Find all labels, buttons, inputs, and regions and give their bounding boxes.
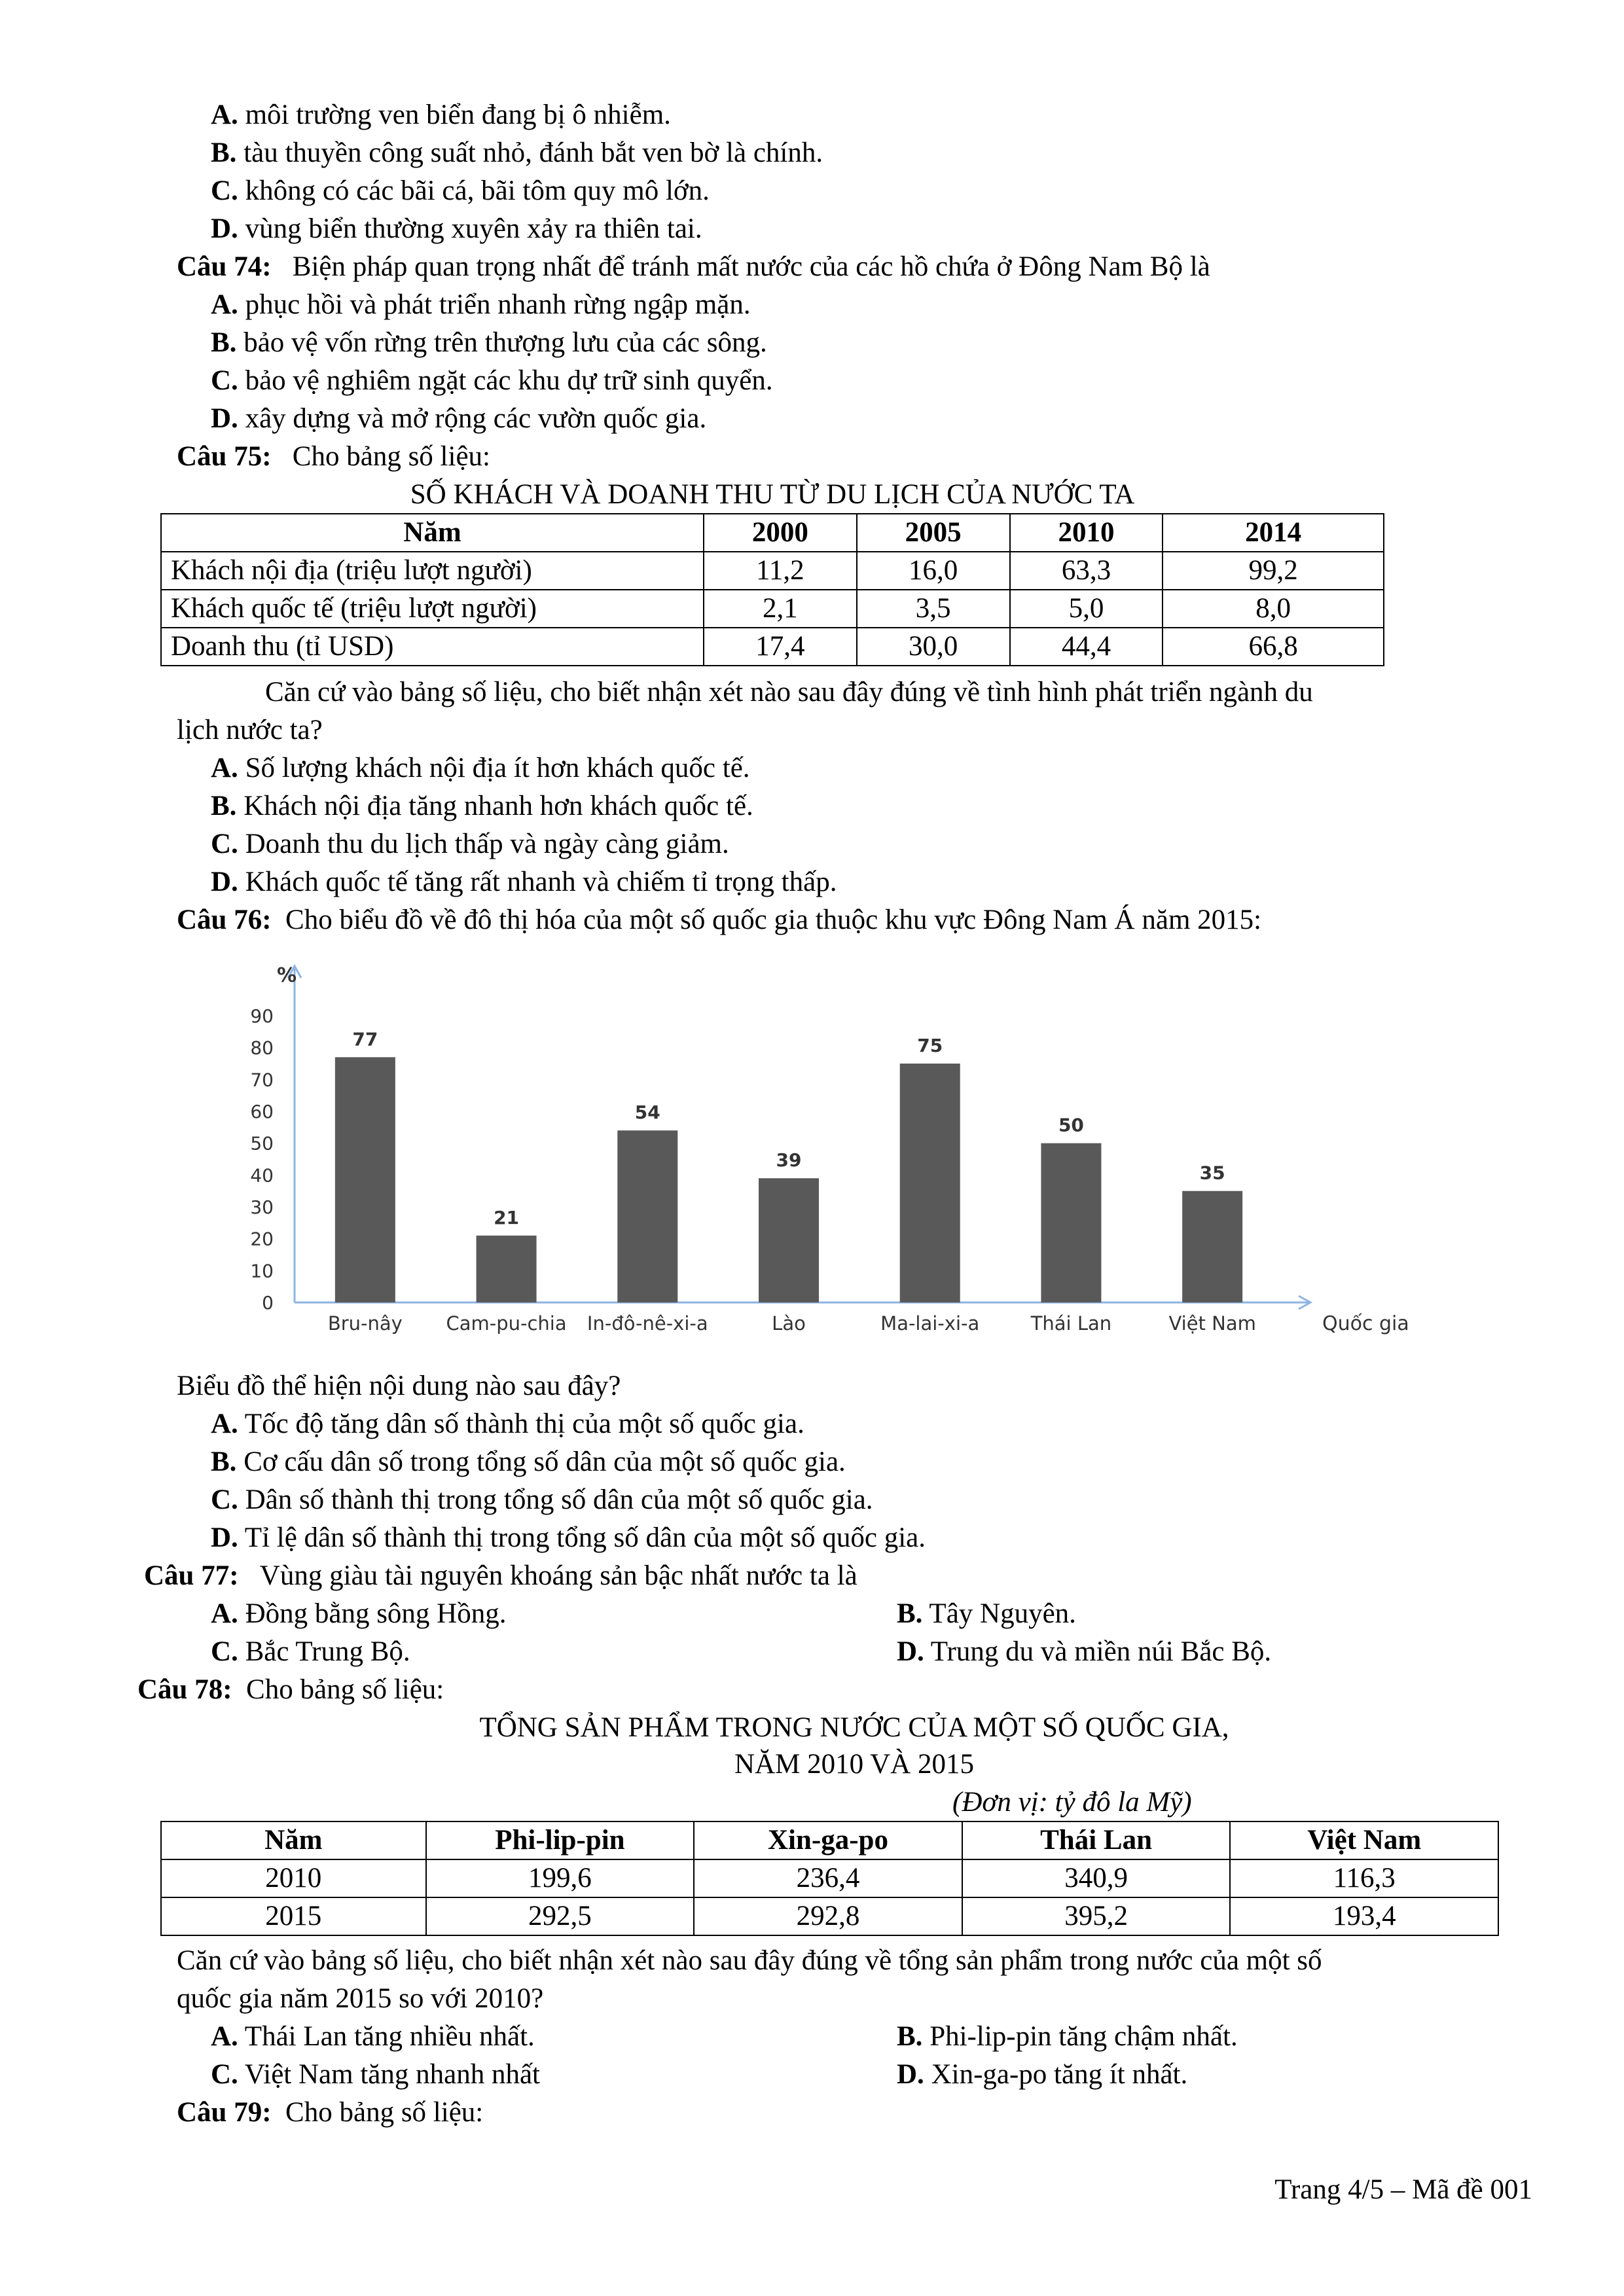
q78-header-cell: Năm xyxy=(161,1821,426,1859)
q75-option-a: A. Số lượng khách nội địa ít hơn khách quốc tế. xyxy=(211,753,750,783)
table-cell: Doanh thu (tỉ USD) xyxy=(161,628,704,666)
x-tick-label: Bru-nây xyxy=(327,1312,403,1335)
q75-stem: Câu 75: Cho bảng số liệu: xyxy=(177,441,490,472)
table-cell: 395,2 xyxy=(962,1897,1231,1935)
q74-stem: Câu 74: Biện pháp quan trọng nhất để tránh mất nước của các hồ chứa ở Đông Nam Bộ là xyxy=(177,251,1210,282)
y-tick-label: 60 xyxy=(250,1101,274,1122)
q78-header-cell: Việt Nam xyxy=(1230,1821,1498,1859)
table-cell: 2,1 xyxy=(704,590,857,628)
q78-table-title-2: NĂM 2010 VÀ 2015 xyxy=(734,1749,974,1780)
q78-table-title-1: TỔNG SẢN PHẨM TRONG NƯỚC CỦA MỘT SỐ QUỐC GIA, xyxy=(479,1712,1229,1743)
table-cell: 193,4 xyxy=(1230,1897,1498,1935)
table-cell: 3,5 xyxy=(857,590,1010,628)
q74-option-c: C. bảo vệ nghiêm ngặt các khu dự trữ sinh quyển. xyxy=(211,365,773,396)
bar xyxy=(335,1057,395,1302)
y-tick-label: 10 xyxy=(250,1260,274,1282)
table-cell: 8,0 xyxy=(1163,590,1384,628)
q75-option-b: B. Khách nội địa tăng nhanh hơn khách quốc tế. xyxy=(211,791,753,821)
table-cell: 63,3 xyxy=(1010,552,1163,590)
table-row xyxy=(161,552,1384,590)
q78-stem: Câu 78: Cho bảng số liệu: xyxy=(137,1674,444,1705)
y-tick-label: 30 xyxy=(250,1196,274,1218)
q75-prompt-line1: Căn cứ vào bảng số liệu, cho biết nhận xét nào sau đây đúng về tình hình phát triển ngành du xyxy=(265,677,1313,708)
q78-table-header-row xyxy=(161,1821,1498,1859)
q73-option-b: B. tàu thuyền công suất nhỏ, đánh bắt ven bờ là chính. xyxy=(211,137,823,168)
table-row xyxy=(161,1897,1498,1935)
table-cell: 66,8 xyxy=(1163,628,1384,666)
table-cell: 292,8 xyxy=(694,1897,962,1935)
x-tick-label: Lào xyxy=(772,1312,806,1335)
bar xyxy=(1182,1191,1242,1302)
q76-option-c: C. Dân số thành thị trong tổng số dân của một số quốc gia. xyxy=(211,1484,873,1515)
q78-option-b: B. Phi-lip-pin tăng chậm nhất. xyxy=(897,2021,1238,2052)
bar-data-label: 39 xyxy=(776,1149,802,1172)
q79-stem: Câu 79: Cho bảng số liệu: xyxy=(177,2097,484,2128)
q75-table-header-row xyxy=(161,514,1384,552)
bar xyxy=(477,1236,537,1302)
x-axis-label: Quốc gia xyxy=(1322,1312,1409,1335)
y-axis-label: % xyxy=(276,964,297,987)
bar-data-label: 75 xyxy=(917,1035,943,1056)
q76-prompt: Biểu đồ thể hiện nội dung nào sau đây? xyxy=(177,1371,621,1401)
y-tick-label: 50 xyxy=(250,1132,274,1155)
q78-unit: (Đơn vị: tỷ đô la Mỹ) xyxy=(952,1787,1192,1818)
table-cell: 5,0 xyxy=(1010,590,1163,628)
table-row xyxy=(161,628,1384,666)
q78-header-cell: Thái Lan xyxy=(962,1821,1231,1859)
x-tick-label: Thái Lan xyxy=(1030,1312,1112,1335)
table-cell: 16,0 xyxy=(857,552,1010,590)
x-tick-label: Cam-pu-chia xyxy=(446,1312,567,1335)
q75-option-c: C. Doanh thu du lịch thấp và ngày càng giảm. xyxy=(211,829,729,859)
q76-option-a: A. Tốc độ tăng dân số thành thị của một số quốc gia. xyxy=(211,1408,804,1439)
q78-header-cell: Phi-lip-pin xyxy=(426,1821,695,1859)
q73-option-c: C. không có các bãi cá, bãi tôm quy mô lớn. xyxy=(211,175,710,206)
table-cell: 30,0 xyxy=(857,628,1010,666)
q78-prompt-line2: quốc gia năm 2015 so với 2010? xyxy=(177,1983,544,2014)
q75-header-cell: 2010 xyxy=(1010,514,1163,552)
q75-header-cell: 2014 xyxy=(1163,514,1384,552)
q76-option-d: D. Tỉ lệ dân số thành thị trong tổng số dân của một số quốc gia. xyxy=(211,1522,926,1553)
y-tick-label: 70 xyxy=(250,1069,274,1091)
page-footer: Trang 4/5 – Mã đề 001 xyxy=(1274,2174,1532,2205)
q75-prompt-line2: lịch nước ta? xyxy=(177,715,323,745)
bar-data-label: 21 xyxy=(494,1206,520,1229)
q77-option-a: A. Đồng bằng sông Hồng. xyxy=(211,1598,507,1629)
y-tick-label: 20 xyxy=(250,1228,274,1250)
q75-table-title: SỐ KHÁCH VÀ DOANH THU TỪ DU LỊCH CỦA NƯỚC TA xyxy=(410,479,1135,510)
q78-option-c: C. Việt Nam tăng nhanh nhất xyxy=(211,2059,540,2090)
table-cell: 2010 xyxy=(161,1859,426,1897)
q78-header-cell: Xin-ga-po xyxy=(694,1821,962,1859)
bar-data-label: 77 xyxy=(352,1028,378,1050)
bar-data-label: 35 xyxy=(1199,1162,1225,1184)
x-tick-label: Ma-lai-xi-a xyxy=(880,1312,980,1335)
q75-option-d: D. Khách quốc tế tăng rất nhanh và chiếm tỉ trọng thấp. xyxy=(211,867,837,897)
q73-option-a: A. môi trường ven biển đang bị ô nhiễm. xyxy=(211,99,671,130)
x-tick-label: In-đô-nê-xi-a xyxy=(586,1312,708,1335)
q77-option-b: B. Tây Nguyên. xyxy=(897,1598,1076,1629)
q77-option-c: C. Bắc Trung Bộ. xyxy=(211,1636,410,1667)
q75-table xyxy=(160,513,1384,666)
y-tick-label: 0 xyxy=(262,1292,274,1314)
bar-data-label: 54 xyxy=(634,1102,660,1124)
bar xyxy=(617,1130,677,1302)
q77-option-d: D. Trung du và miền núi Bắc Bộ. xyxy=(897,1636,1272,1667)
table-cell: 340,9 xyxy=(962,1859,1231,1897)
table-cell: 44,4 xyxy=(1010,628,1163,666)
q74-option-d: D. xây dựng và mở rộng các vườn quốc gia. xyxy=(211,403,707,434)
table-cell: 116,3 xyxy=(1230,1859,1498,1897)
bar xyxy=(759,1178,819,1302)
y-tick-label: 80 xyxy=(250,1037,274,1059)
table-cell: 11,2 xyxy=(704,552,857,590)
q77-stem: Câu 77: Vùng giàu tài nguyên khoáng sản bậc nhất nước ta là xyxy=(144,1560,857,1591)
q75-header-cell: 2000 xyxy=(704,514,857,552)
q75-header-cell: 2005 xyxy=(857,514,1010,552)
q78-option-d: D. Xin-ga-po tăng ít nhất. xyxy=(897,2059,1188,2090)
table-cell: 2015 xyxy=(161,1897,426,1935)
y-tick-label: 40 xyxy=(250,1164,274,1187)
q78-prompt-line1: Căn cứ vào bảng số liệu, cho biết nhận xét nào sau đây đúng về tổng sản phẩm trong nước của một số xyxy=(177,1945,1322,1976)
y-tick-label: 90 xyxy=(250,1005,274,1027)
bar xyxy=(1041,1143,1101,1302)
q76-option-b: B. Cơ cấu dân số trong tổng số dân của một số quốc gia. xyxy=(211,1446,846,1477)
table-row xyxy=(161,590,1384,628)
x-tick-label: Việt Nam xyxy=(1168,1312,1256,1335)
q78-option-a: A. Thái Lan tăng nhiều nhất. xyxy=(211,2021,535,2052)
q75-header-cell: Năm xyxy=(161,514,704,552)
table-cell: 292,5 xyxy=(426,1897,695,1935)
table-cell: 99,2 xyxy=(1163,552,1384,590)
urbanization-bar-chart xyxy=(196,956,1479,1361)
bar-data-label: 50 xyxy=(1058,1114,1084,1136)
table-cell: 17,4 xyxy=(704,628,857,666)
table-cell: Khách nội địa (triệu lượt người) xyxy=(161,552,704,590)
table-cell: 236,4 xyxy=(694,1859,962,1897)
bar xyxy=(900,1064,960,1302)
table-cell: Khách quốc tế (triệu lượt người) xyxy=(161,590,704,628)
table-cell: 199,6 xyxy=(426,1859,695,1897)
q74-option-a: A. phục hồi và phát triển nhanh rừng ngập mặn. xyxy=(211,289,751,320)
q73-option-d: D. vùng biển thường xuyên xảy ra thiên tai. xyxy=(211,213,702,244)
q74-option-b: B. bảo vệ vốn rừng trên thượng lưu của các sông. xyxy=(211,327,767,358)
q78-table xyxy=(160,1821,1499,1936)
table-row xyxy=(161,1859,1498,1897)
q76-stem: Câu 76: Cho biểu đồ về đô thị hóa của một số quốc gia thuộc khu vực Đông Nam Á năm 2015: xyxy=(177,905,1262,935)
